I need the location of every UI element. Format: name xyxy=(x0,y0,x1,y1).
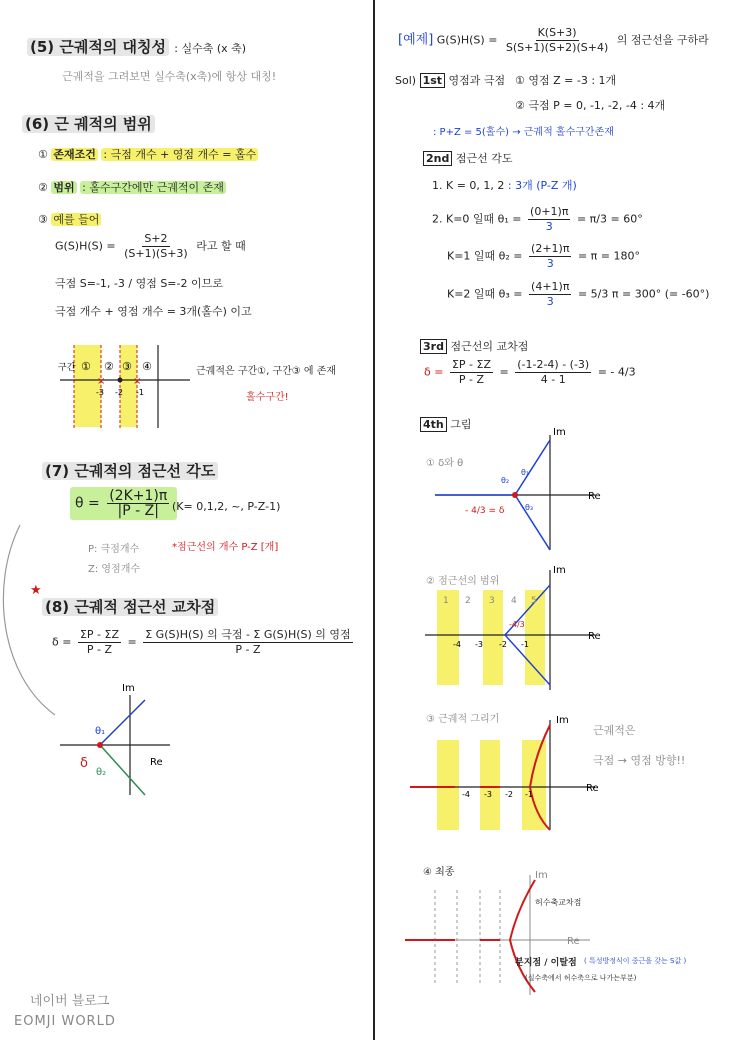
section7-k-range: (K= 0,1,2, ~, P-Z-1) xyxy=(172,500,281,513)
svg-text:-1: -1 xyxy=(136,388,144,397)
svg-text:5: 5 xyxy=(531,596,537,606)
step2-header: 2nd 점근선 각도 xyxy=(423,150,513,166)
svg-text:-4: -4 xyxy=(462,790,470,799)
svg-text:δ: δ xyxy=(80,756,88,771)
svg-text:-1: -1 xyxy=(521,640,529,649)
svg-text:-3: -3 xyxy=(484,790,492,799)
example-header: [예제] G(S)H(S) = $\frac{K(S+3)}{S(S+1)(S+2)(S+4)}$ 의 점근선을 구하라 xyxy=(398,26,709,54)
section6-item3: ③ 예를 들어 xyxy=(38,213,100,226)
svg-text:④: ④ xyxy=(142,360,152,373)
section6-title: (6) 근 궤적의 범위 xyxy=(22,113,155,134)
svg-text:4: 4 xyxy=(511,596,517,606)
section8-diagram xyxy=(60,685,200,805)
section8-formula: δ = $\frac{\Sigma P - \Sigma Z}{P - Z}$ = $\frac{\text{Σ G(S)H(S) 의 극점 - Σ G(S)H(S) 의 영점}}{P - Z}$ xyxy=(52,628,351,656)
svg-text:Re: Re xyxy=(586,783,599,794)
fig1-diagram xyxy=(425,425,615,555)
svg-text:②: ② xyxy=(104,360,114,373)
pz-line: : P+Z = 5(홀수) → 근궤적 홀수구간존재 xyxy=(433,127,614,138)
guide-arrow-curve xyxy=(3,525,55,715)
section7-asymptote-count: *점근선의 개수 P-Z [개] xyxy=(172,542,279,553)
svg-text:1: 1 xyxy=(443,596,449,606)
svg-text:-2: -2 xyxy=(115,388,123,397)
fig3-diagram xyxy=(410,715,600,835)
fig2-label: ② 점근선의 범위 xyxy=(426,576,500,587)
section6-range-diagram xyxy=(60,340,200,430)
section6-count-line: 극점 개수 + 영점 개수 = 3개(홀수) 이고 xyxy=(55,305,252,318)
watermark-blog: 네이버 블로그 xyxy=(30,994,110,1009)
section7-formula: θ = $\frac{(2K+1)\pi}{|P - Z|}$ xyxy=(70,487,177,520)
fig1-label: ① δ와 θ xyxy=(426,458,464,469)
section6-exist-text: 근궤적은 구간①, 구간③ 에 존재 xyxy=(196,366,337,377)
svg-text:-4/3: -4/3 xyxy=(509,620,525,629)
section7-p-def: P: 극점개수 xyxy=(88,544,140,555)
section7-title: (7) 근궤적의 점근선 각도 xyxy=(42,460,218,481)
svg-text:Im: Im xyxy=(535,870,548,881)
zero-line: ① 영점 Z = -3 : 1개 xyxy=(515,74,617,87)
fig3-note1: 근궤적은 xyxy=(593,724,636,737)
fig4-break-point: 분지점 / 이탈점 xyxy=(515,958,577,968)
section6-transfer-function: G(S)H(S) = $\frac{S+2}{(S+1)(S+3)}$ 라고 할 때 xyxy=(55,232,246,260)
svg-text:θ₃: θ₃ xyxy=(525,503,534,512)
section5-title: (5) 근궤적의 대칭성 : 실수축 (x 축) xyxy=(27,36,246,57)
angle-k0: 2. K=0 일때 θ₁ = $\frac{(0+1)\pi}{3}$ = π/3 = 60° xyxy=(432,205,643,233)
svg-text:θ₁: θ₁ xyxy=(95,726,106,737)
fig3-note2: 극점 → 영점 방향!! xyxy=(593,754,686,767)
watermark-name: EOMJI WORLD xyxy=(14,1014,116,1029)
svg-text:Re: Re xyxy=(567,936,580,947)
svg-text:구간: 구간 xyxy=(58,363,76,373)
k-line: 1. K = 0, 1, 2 : 3개 (P-Z 개) xyxy=(432,179,577,192)
angle-k2: K=2 일때 θ₃ = $\frac{(4+1)\pi}{3}$ = 5/3 π = 300° (= -60°) xyxy=(447,280,710,308)
svg-text:×: × xyxy=(133,376,142,387)
svg-text:③: ③ xyxy=(122,360,132,373)
svg-text:①: ① xyxy=(81,360,91,373)
section5-note: 근궤적을 그려보면 실수축(x축)에 항상 대칭! xyxy=(62,70,277,83)
svg-text:Re: Re xyxy=(588,491,601,502)
svg-text:Re: Re xyxy=(588,631,601,642)
section6-odd-text: 홀수구간! xyxy=(246,392,289,403)
angle-k1: K=1 일때 θ₂ = $\frac{(2+1)\pi}{3}$ = π = 180° xyxy=(447,242,640,270)
svg-text:Im: Im xyxy=(553,427,566,438)
fig2-diagram xyxy=(425,565,615,695)
fig4-break-note: ( 특성방정식이 중근을 갖는 S값 ) xyxy=(584,957,687,965)
svg-text:×: × xyxy=(97,376,106,387)
svg-text:-2: -2 xyxy=(505,790,513,799)
svg-text:Re: Re xyxy=(150,757,163,768)
section6-item1: ① 존재조건 : 극점 개수 + 영점 개수 = 홀수 xyxy=(38,148,257,161)
svg-text:-1: -1 xyxy=(525,790,533,799)
svg-text:θ₁: θ₁ xyxy=(521,468,530,477)
step1-header: Sol) 1st 영점과 극점 xyxy=(395,74,506,87)
svg-text:-2: -2 xyxy=(499,640,507,649)
star-icon: ★ xyxy=(30,583,42,598)
page-divider xyxy=(373,0,375,1040)
svg-text:θ₂: θ₂ xyxy=(501,476,510,485)
svg-text:Im: Im xyxy=(556,715,569,726)
fig3-label: ③ 근궤적 그리기 xyxy=(426,714,500,725)
svg-text:-3: -3 xyxy=(96,388,104,397)
fig4-break-note2: (실수축에서 허수축으로 나가는부분) xyxy=(525,974,637,982)
fig4-imag-crossing: 허수축교차점 xyxy=(535,898,582,907)
section6-item2: ② 범위 : 홀수구간에만 근궤적이 존재 xyxy=(38,181,224,194)
section6-poles-zeros: 극점 S=-1, -3 / 영점 S=-2 이므로 xyxy=(55,277,223,290)
section7-z-def: Z: 영점개수 xyxy=(88,564,141,575)
svg-text:Im: Im xyxy=(122,683,135,694)
step4-header: 4th 그림 xyxy=(420,416,472,432)
svg-text:Im: Im xyxy=(553,565,566,576)
pole-line: ② 극점 P = 0, -1, -2, -4 : 4개 xyxy=(515,99,666,112)
fig4-label: ④ 최종 xyxy=(423,867,455,878)
section8-title: (8) 근궤적 점근선 교차점 xyxy=(42,596,218,617)
svg-text:-3: -3 xyxy=(475,640,483,649)
svg-text:θ₂: θ₂ xyxy=(96,767,107,778)
svg-text:-4: -4 xyxy=(453,640,461,649)
svg-text:3: 3 xyxy=(489,596,495,606)
svg-text:- 4/3 = δ: - 4/3 = δ xyxy=(465,506,505,516)
step3-header: 3rd 점근선의 교차점 xyxy=(420,338,528,354)
svg-text:2: 2 xyxy=(465,596,471,606)
step3-formula: δ = $\frac{\Sigma P - \Sigma Z}{P - Z}$ = $\frac{(-1-2-4) - (-3)}{4 - 1}$ = - 4/3 xyxy=(424,358,636,386)
